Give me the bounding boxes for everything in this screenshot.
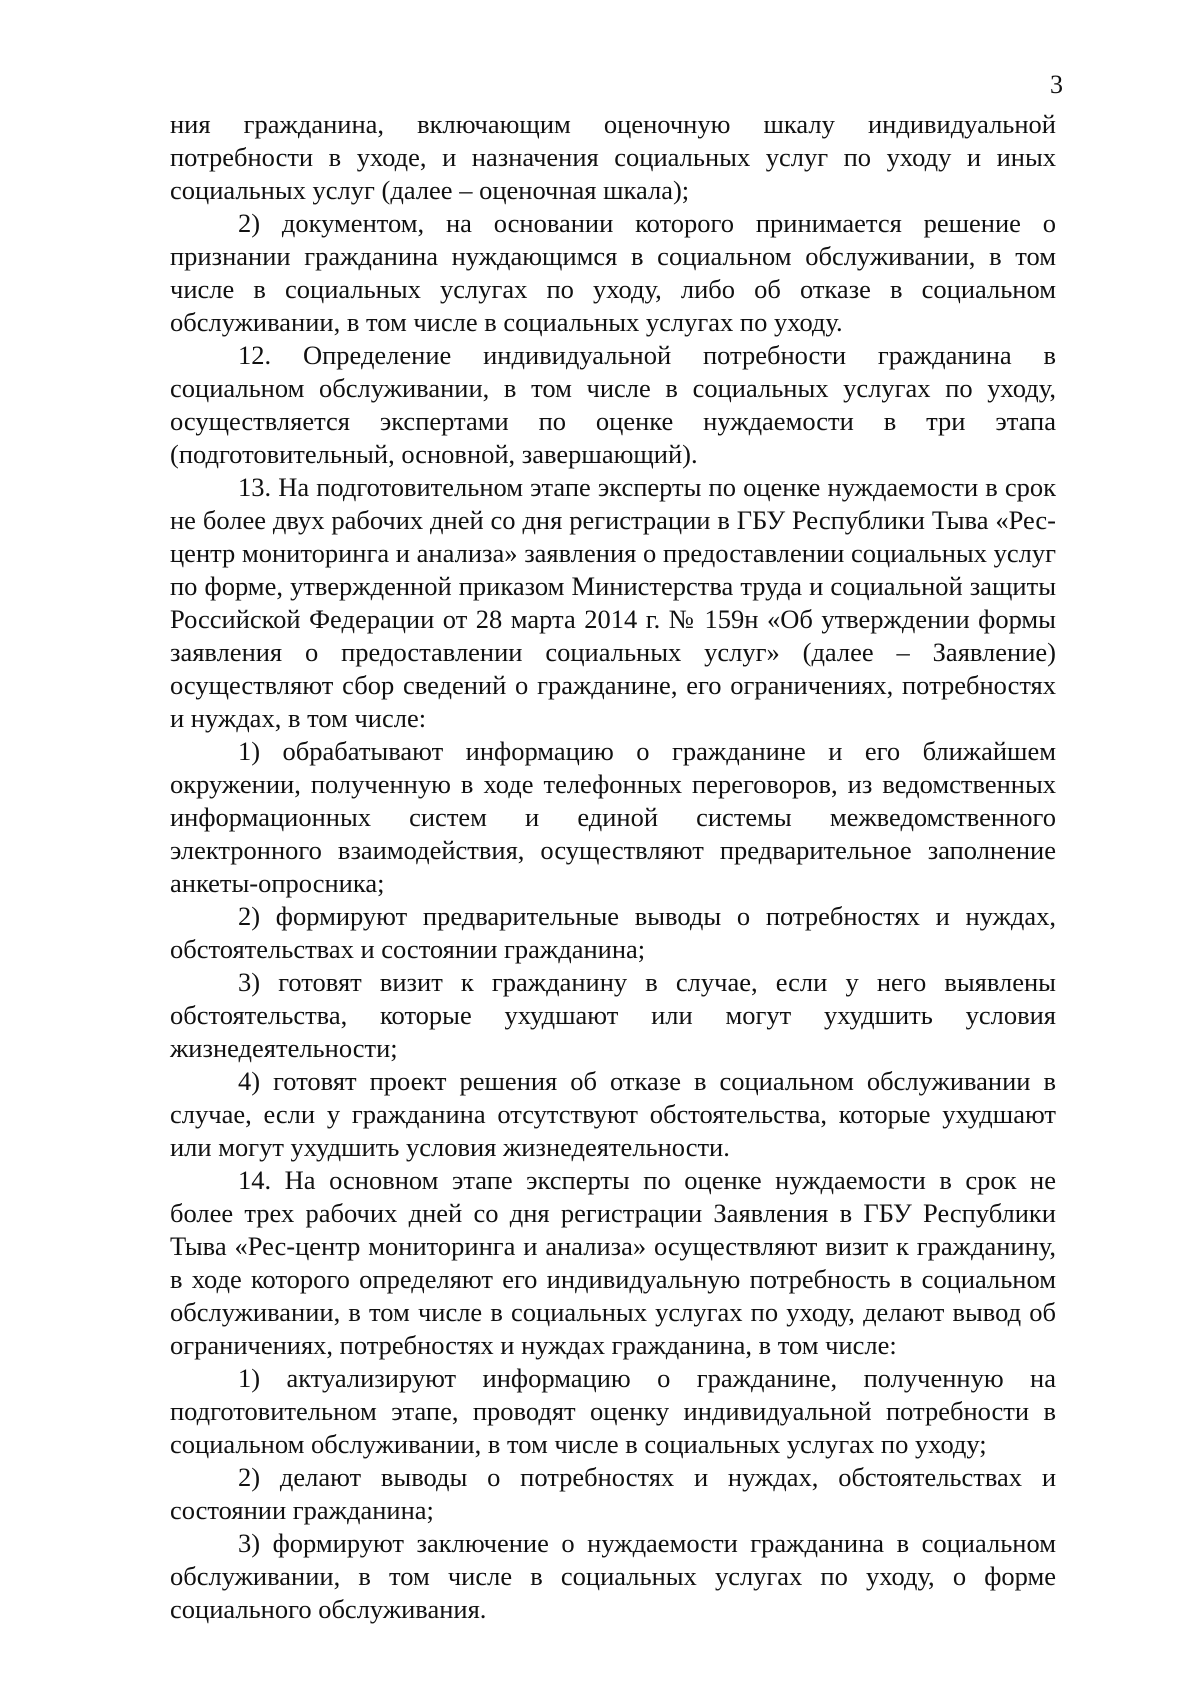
paragraph-14-item-3: 3) формируют заключение о нуждаемости гражданина в социальном обслуживании, в том числе в социальных услугах по уходу, о форме социального обслуживания.	[170, 1528, 1056, 1624]
paragraph-continuation: ния гражданина, включающим оценочную шкалу индивидуальной потребности в уходе, и назначения социальных услуг по уходу и иных социальных услуг (далее – оценочная шкала);	[170, 109, 1056, 205]
paragraph-14-item-2: 2) делают выводы о потребностях и нуждах, обстоятельствах и состоянии гражданина;	[170, 1462, 1056, 1525]
paragraph-13-item-3: 3) готовят визит к гражданину в случае, если у него выявлены обстоятельства, которые ухудшают или могут ухудшить условия жизнедеятельности;	[170, 967, 1056, 1063]
paragraph-14: 14. На основном этапе эксперты по оценке нуждаемости в срок не более трех рабочих дней со дня регистрации Заявления в ГБУ Республики Тыва «Рес-центр мониторинга и анализа» осуществляют визит к гражданину, в ходе которого определяют его индивидуальную потребность в социальном обслуживании, в том числе в социальных услугах по уходу, делают вывод об ограничениях, потребностях и нуждах гражданина, в том числе:	[170, 1165, 1056, 1360]
paragraph-13-item-4: 4) готовят проект решения об отказе в социальном обслуживании в случае, если у гражданина отсутствуют обстоятельства, которые ухудшают или могут ухудшить условия жизнедеятельности.	[170, 1066, 1056, 1162]
paragraph-13: 13. На подготовительном этапе эксперты по оценке нуждаемости в срок не более двух рабочих дней со дня регистрации в ГБУ Республики Тыва «Рес-центр мониторинга и анализа» заявления о предоставлении социальных услуг по форме, утвержденной приказом Министерства труда и социальной защиты Российской Федерации от 28 марта 2014 г. № 159н «Об утверждении формы заявления о предоставлении социальных услуг» (далее – Заявление) осуществляют сбор сведений о гражданине, его ограничениях, потребностях и нуждах, в том числе:	[170, 472, 1056, 733]
page-number: 3	[1050, 70, 1063, 99]
paragraph-12: 12. Определение индивидуальной потребности гражданина в социальном обслуживании, в том числе в социальных услугах по уходу, осуществляется экспертами по оценке нуждаемости в три этапа (подготовительный, основной, завершающий).	[170, 340, 1056, 469]
paragraph-13-item-2: 2) формируют предварительные выводы о потребностях и нуждах, обстоятельствах и состоянии гражданина;	[170, 901, 1056, 964]
paragraph-item-2-document: 2) документом, на основании которого принимается решение о признании гражданина нуждающимся в социальном обслуживании, в том числе в социальных услугах по уходу, либо об отказе в социальном обслуживании, в том числе в социальных услугах по уходу.	[170, 208, 1056, 337]
document-body	[170, 108, 1056, 1626]
paragraph-13-item-1: 1) обрабатывают информацию о гражданине и его ближайшем окружении, полученную в ходе телефонных переговоров, из ведомственных информационных систем и единой системы межведомственного электронного взаимодействия, осуществляют предварительное заполнение анкеты-опросника;	[170, 736, 1056, 898]
paragraph-14-item-1: 1) актуализируют информацию о гражданине, полученную на подготовительном этапе, проводят оценку индивидуальной потребности в социальном обслуживании, в том числе в социальных услугах по уходу;	[170, 1363, 1056, 1459]
